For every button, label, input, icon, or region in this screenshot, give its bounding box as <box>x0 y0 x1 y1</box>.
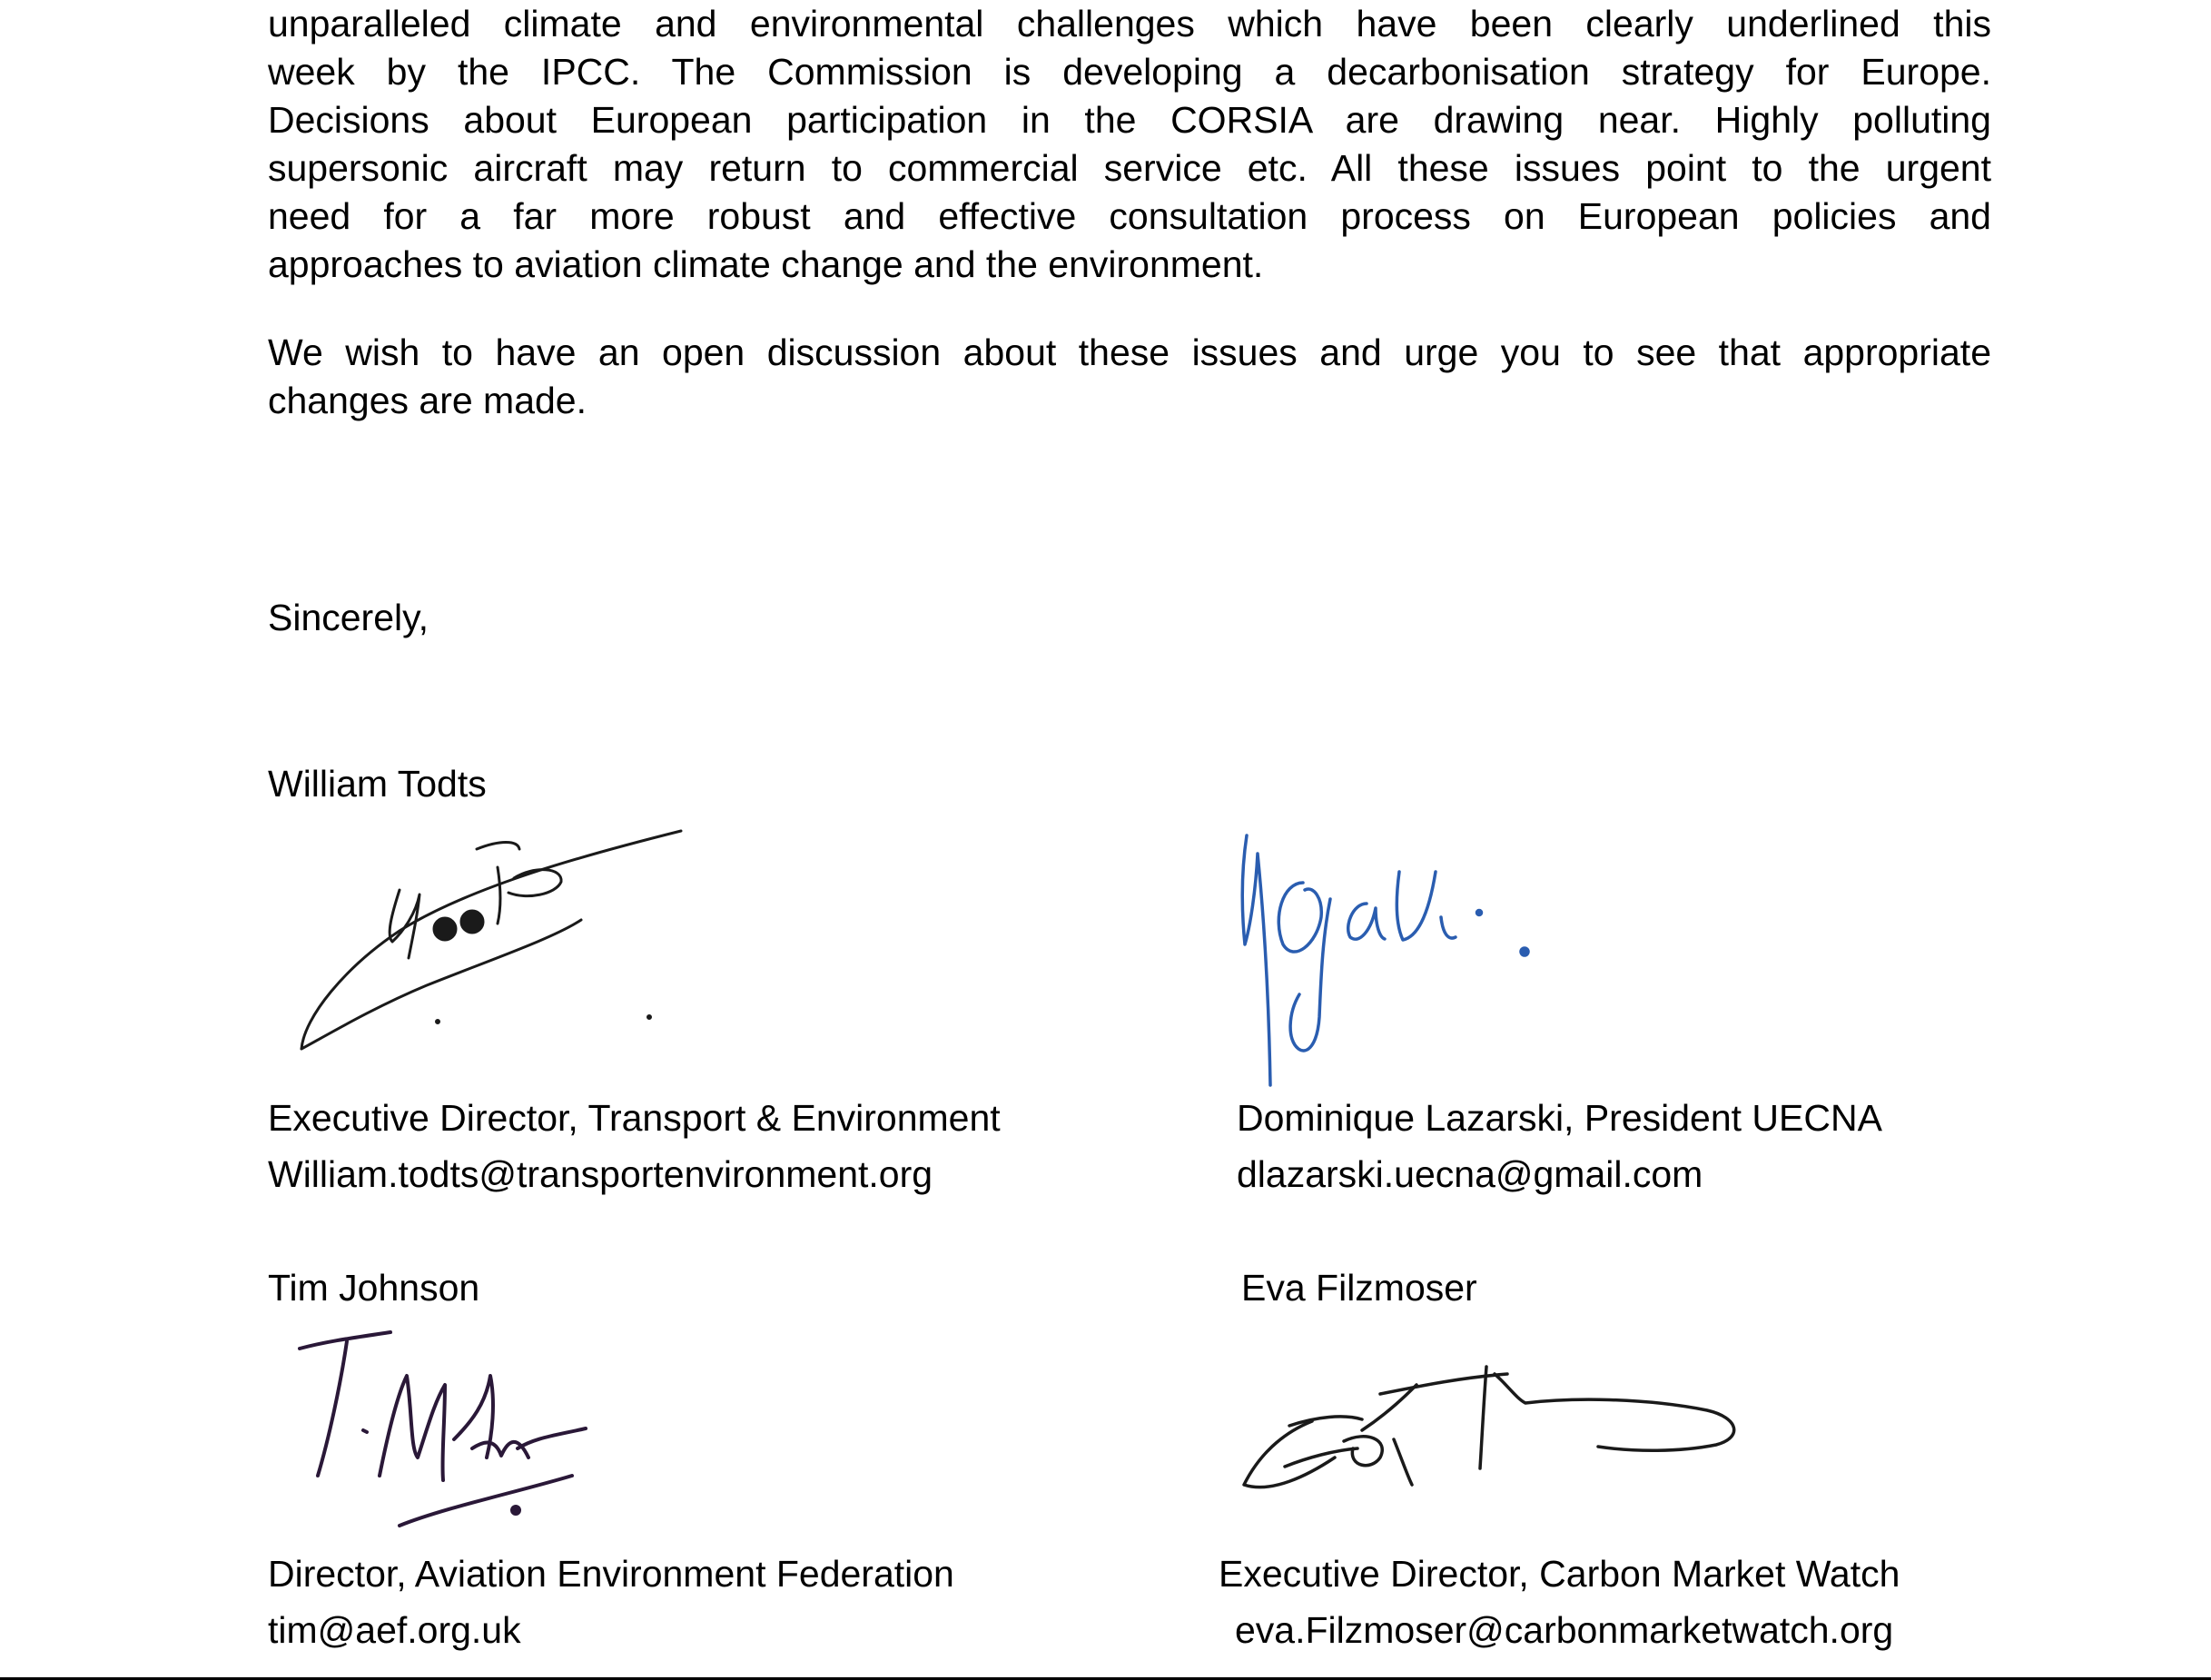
signature-filzmoser <box>1235 1358 1752 1512</box>
paragraph-1-line: week by the IPCC. The Commission is developing a decarbonisation strategy for Europe. <box>268 51 1991 93</box>
signatory-title-filzmoser: Executive Director, Carbon Market Watch <box>1219 1553 1900 1595</box>
signatory-email-filzmoser: eva.Filzmoser@carbonmarketwatch.org <box>1235 1609 1894 1651</box>
signatory-email-johnson: tim@aef.org.uk <box>268 1609 521 1651</box>
paragraph-2-line: We wish to have an open discussion about these issues and urge you to see that appropriate <box>268 331 1991 373</box>
signatory-title-johnson: Director, Aviation Environment Federation <box>268 1553 954 1595</box>
signatory-email-lazarski: dlazarski.uecna@gmail.com <box>1237 1153 1703 1195</box>
signatory-name-filzmoser: Eva Filzmoser <box>1241 1267 1477 1309</box>
paragraph-1-line: supersonic aircraft may return to commercial service etc. All these issues point to the urgent <box>268 147 1991 189</box>
signatory-title-lazarski: Dominique Lazarski, President UECNA <box>1237 1097 1882 1139</box>
paragraph-1-line: approaches to aviation climate change and the environment. <box>268 243 1264 285</box>
paragraph-1-line: need for a far more robust and effective consultation process on European policies and <box>268 195 1991 237</box>
paragraph-1-line: unparalleled climate and environmental challenges which have been clearly underlined this <box>268 3 1991 44</box>
signatory-name-johnson: Tim Johnson <box>268 1267 480 1309</box>
signature-lazarski <box>1230 817 1557 1090</box>
signatory-title-todts: Executive Director, Transport & Environment <box>268 1097 1001 1139</box>
signature-todts <box>291 822 690 1067</box>
body-paragraph-1 <box>268 0 1991 289</box>
body-paragraph-2 <box>268 329 1991 425</box>
paragraph-2-line: changes are made. <box>268 380 587 421</box>
signatory-email-todts: William.todts@transportenvironment.org <box>268 1153 933 1195</box>
closing-salutation: Sincerely, <box>268 597 429 638</box>
signatory-name-todts: William Todts <box>268 763 487 805</box>
signature-johnson <box>291 1321 599 1539</box>
paragraph-1-line: Decisions about European participation in the CORSIA are drawing near. Highly polluting <box>268 99 1991 141</box>
